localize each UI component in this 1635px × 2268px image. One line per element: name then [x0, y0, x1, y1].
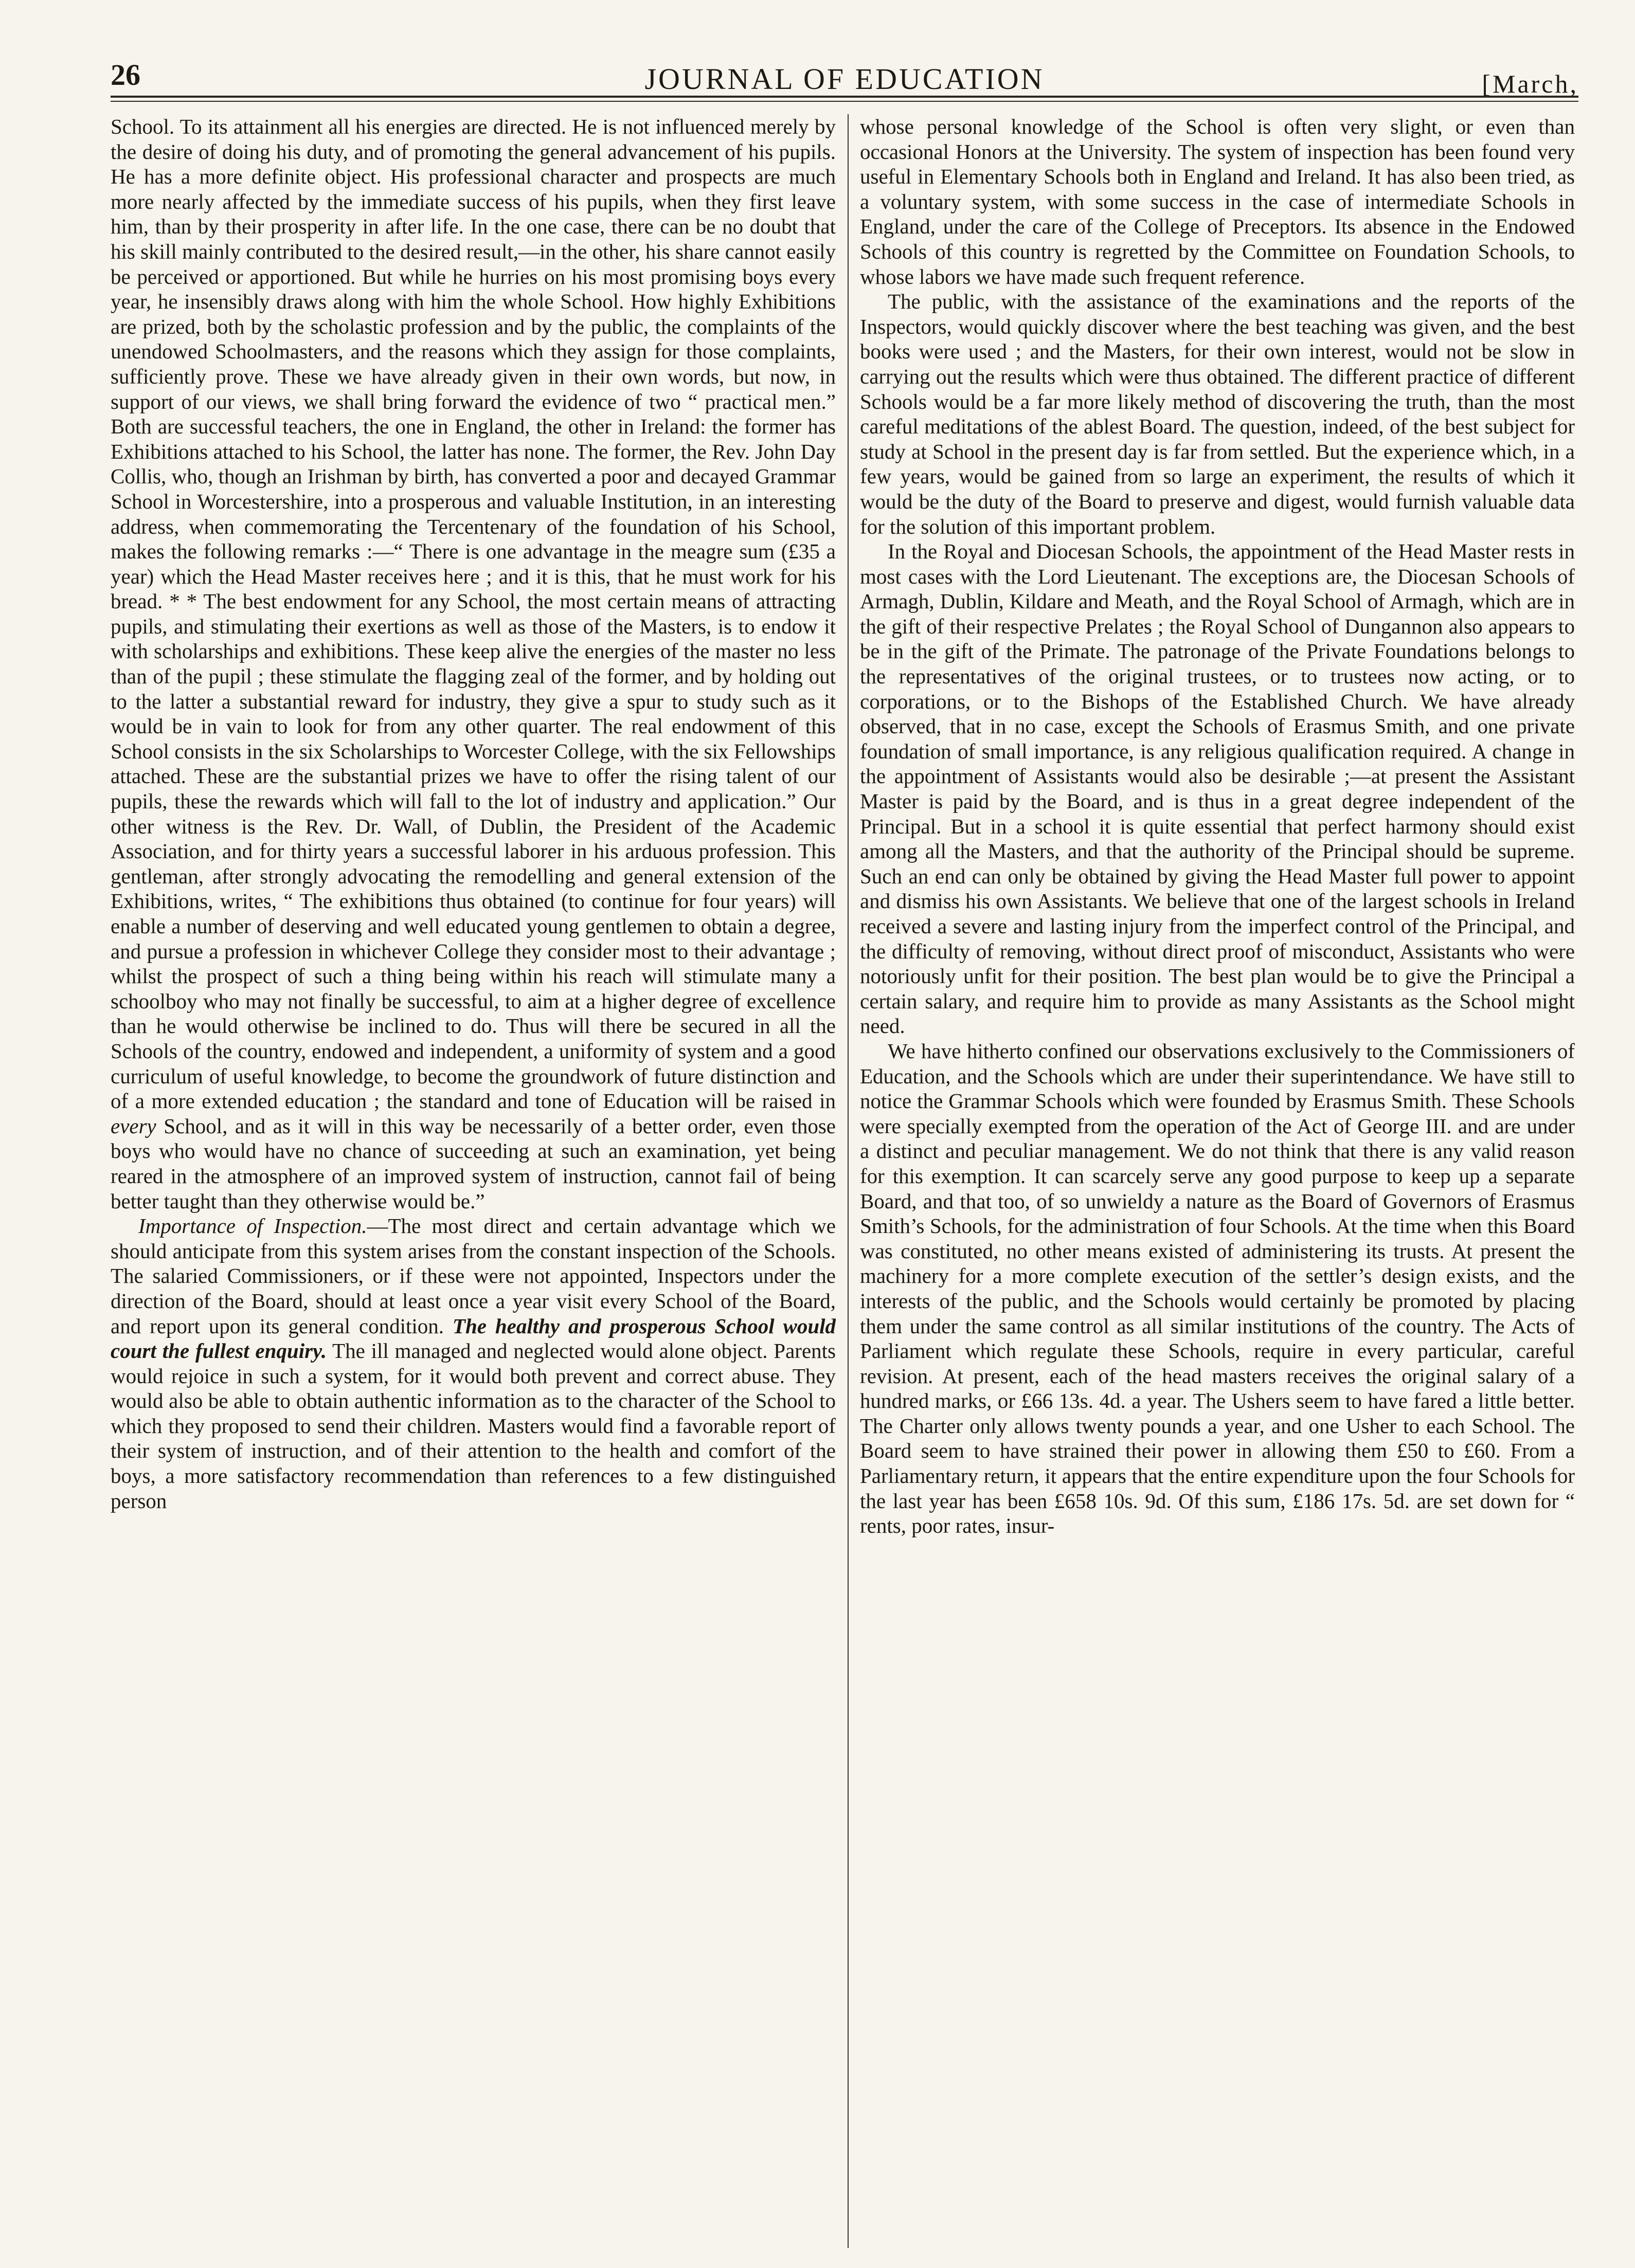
emphasis: The healthy and prosperous School would court the fullest enquiry. [111, 1314, 836, 1363]
left-column [111, 114, 836, 2248]
right-column [860, 114, 1575, 2248]
paragraph-text: School. To its attainment all his energies are directed. He is not influenced merely by the desire of doing his duty, and of promoting the general advancement of his pupils. He has a more definite object. His professional character and prospects are much more nearly affected by the immediate success of his pupils, when they first leave him, than by their prosperity in after life. In the one case, there can be no doubt that his skill mainly contributed to the desired result,—in the other, his share cannot easily be perceived or apportioned. But while he hurries on his most promising boys every year, he insensibly draws along with him the whole School. How highly Exhibitions are prized, both by the scholastic profession and by the public, the complaints of the unendowed Schoolmasters, and the reasons which they assign for those complaints, sufficiently prove. These we have already given in their own words, but now, in support of our views, we shall bring forward the evidence of two “ practical men.” Both are successful teachers, the one in England, the other in Ireland: the former has Exhibitions attached to his School, the latter has none. The former, the Rev. John Day Collis, who, though an Irishman by birth, has converted a poor and decayed Grammar School in Worcestershire, into a prosperous and valuable Institution, in an interesting address, when commemorating the Tercentenary of the foundation of his School, makes the following remarks :—“ There is one advantage in the meagre sum (£35 a year) which the Head Master receives here ; and it is this, that he must work for his bread. * * The best endowment for any School, the most certain means of attracting pupils, and stimulating their exertions as well as those of the Masters, is to endow it with scholarships and exhibitions. These keep alive the energies of the master no less than of the pupil ; these stimulate the flagging zeal of the former, and by holding out to the latter a substantial reward for industry, they give a spur to study such as it would be in vain to look for from any other quarter. The real endowment of this School consists in the six Scholarships to Worcester College, with the six Fellowships attached. These are the substantial prizes we have to offer the rising talent of our pupils, these the rewards which will fall to the lot of industry and application.” Our other witness is the Rev. Dr. Wall, of Dublin, the President of the Academic Association, and for thirty years a successful laborer in his arduous profession. This gentleman, after strongly advocating the remodelling and general extension of the Exhibitions, writes, “ The exhibitions thus obtained (to continue for four years) will enable a number of deserving and well educated young gentlemen to obtain a degree, and pursue a profession in whichever College they consider most to their advantage ; whilst the prospect of such a thing being within his reach will stimulate many a schoolboy who may not finally be successful, to aim at a higher degree of excellence than he would otherwise be inclined to do. Thus will there be secured in all the Schools of the country, endowed and independent, a uniformity of system and a good curriculum of useful knowledge, to become the groundwork of future distinction and of a more extended education ; the standard and tone of Education will be raised in [111, 115, 836, 1113]
page-header [111, 56, 1578, 107]
header-rule [111, 96, 1578, 98]
paragraph-text: —The most direct and certain advantage which we should anticipate from this system arises from the constant inspection of the Schools. The salaried Commissioners, or if these were not appointed, Inspectors under the direction of the Board, should at least once a year visit every School of the Board, and report upon its general condition. [111, 1214, 836, 1338]
running-title: JOURNAL OF EDUCATION [644, 62, 1045, 96]
paragraph [111, 114, 836, 1213]
section-heading: Importance of Inspection. [138, 1214, 367, 1238]
page-number: 26 [111, 58, 140, 92]
column-divider [848, 114, 849, 2248]
paragraph-text: The ill managed and neglected would alone object. Parents would rejoice in such a system, for it would both prevent and correct abuse. They would also be able to obtain authentic information as to the character of the School to which they proposed to send their children. Masters would find a favorable report of their system of instruction, and of their attention to the health and comfort of the boys, a more satisfactory recommendation than references to a few distinguished person [111, 1339, 836, 1513]
header-rule-thin [111, 101, 1578, 102]
paragraph: whose personal knowledge of the School is often very slight, or even than occasional Honors at the University. The system of inspection has been found very useful in Elementary Schools both in England and Ireland. It has also been tried, as a voluntary system, with some success in the case of intermediate Schools in England, under the care of the College of Preceptors. Its absence in the Endowed Schools of this country is regretted by the Committee on Foundation Schools, to whose labors we have made such frequent reference. [860, 115, 1575, 288]
paragraph-text: School, and as it will in this way be necessarily of a better order, even those boys who would have no chance of succeeding at such an examination, yet being reared in the atmosphere of an improved system of instruction, cannot fail of being better taught than they otherwise would be.” [111, 1114, 836, 1213]
paragraph: The public, with the assistance of the examinations and the reports of the Inspectors, would quickly discover where the best teaching was given, and the best books were used ; and the Masters, for their own interest, would not be slow in carrying out the results which were thus obtained. The different practice of different Schools would be a far more likely method of discovering the truth, than the most careful meditations of the ablest Board. The question, indeed, of the best subject for study at School in the present day is far from settled. But the experience which, in a few years, would be gained from so large an experiment, the results of which it would be the duty of the Board to preserve and digest, would furnish valuable data for the solution of this important problem. [860, 289, 1575, 538]
emphasis: every [111, 1114, 156, 1138]
paragraph: We have hitherto confined our observations exclusively to the Commissioners of Education, and the Schools which are under their superintendance. We have still to notice the Grammar Schools which were founded by Erasmus Smith. These Schools were specially exempted from the operation of the Act of George III. and are under a distinct and peculiar management. We do not think that there is any valid reason for this exemption. It can scarcely serve any good purpose to keep up a separate Board, and that too, of so unwieldy a nature as the Board of Governors of Erasmus Smith’s Schools, for the administration of four Schools. At the time when this Board was constituted, no other means existed of administering its trusts. At present the machinery for a more complete execution of the settler’s design exists, and the interests of the public, and the Schools would certainly be promoted by placing them under the same control as all similar institutions of the country. The Acts of Parliament which regulate these Schools, require in every particular, careful revision. At present, each of the head masters receives the original salary of a hundred marks, or £66 13s. 4d. a year. The Ushers seem to have fared a little better. The Charter only allows twenty pounds a year, and one Usher to each School. The Board seem to have strained their power in allowing them £50 to £60. From a Parliamentary return, it appears that the entire expenditure upon the four Schools for the last year has been £658 10s. 9d. Of this sum, £186 17s. 5d. are set down for “ rents, poor rates, insur- [860, 1039, 1575, 1538]
issue-month: [March, [1482, 69, 1578, 98]
paragraph: In the Royal and Diocesan Schools, the appointment of the Head Master rests in most cases with the Lord Lieutenant. The exceptions are, the Diocesan Schools of Armagh, Dublin, Kildare and Meath, and the Royal School of Armagh, which are in the gift of their respective Prelates ; the Royal School of Dungannon also appears to be in the gift of the Primate. The patronage of the Private Foundations belongs to the representatives of the original trustees, or to trustees now acting, or to corporations, or to the Bishops of the Established Church. We have already observed, that in no case, except the Schools of Erasmus Smith, and one private foundation of small importance, is any religious qualification required. A change in the appointment of Assistants would also be desirable ;—at present the Assistant Master is paid by the Board, and is thus in a great degree independent of the Principal. But in a school it is quite essential that perfect harmony should exist among all the Masters, and that the authority of the Principal should be supreme. Such an end can only be obtained by giving the Head Master full power to appoint and dismiss his own Assistants. We believe that one of the largest schools in Ireland received a severe and lasting injury from the imperfect control of the Principal, and the difficulty of removing, without direct proof of misconduct, Assistants who were notoriously unfit for their position. The best plan would be to give the Principal a certain salary, and require him to provide as many Assistants as the School might need. [860, 539, 1575, 1038]
paragraph [111, 1213, 836, 1513]
